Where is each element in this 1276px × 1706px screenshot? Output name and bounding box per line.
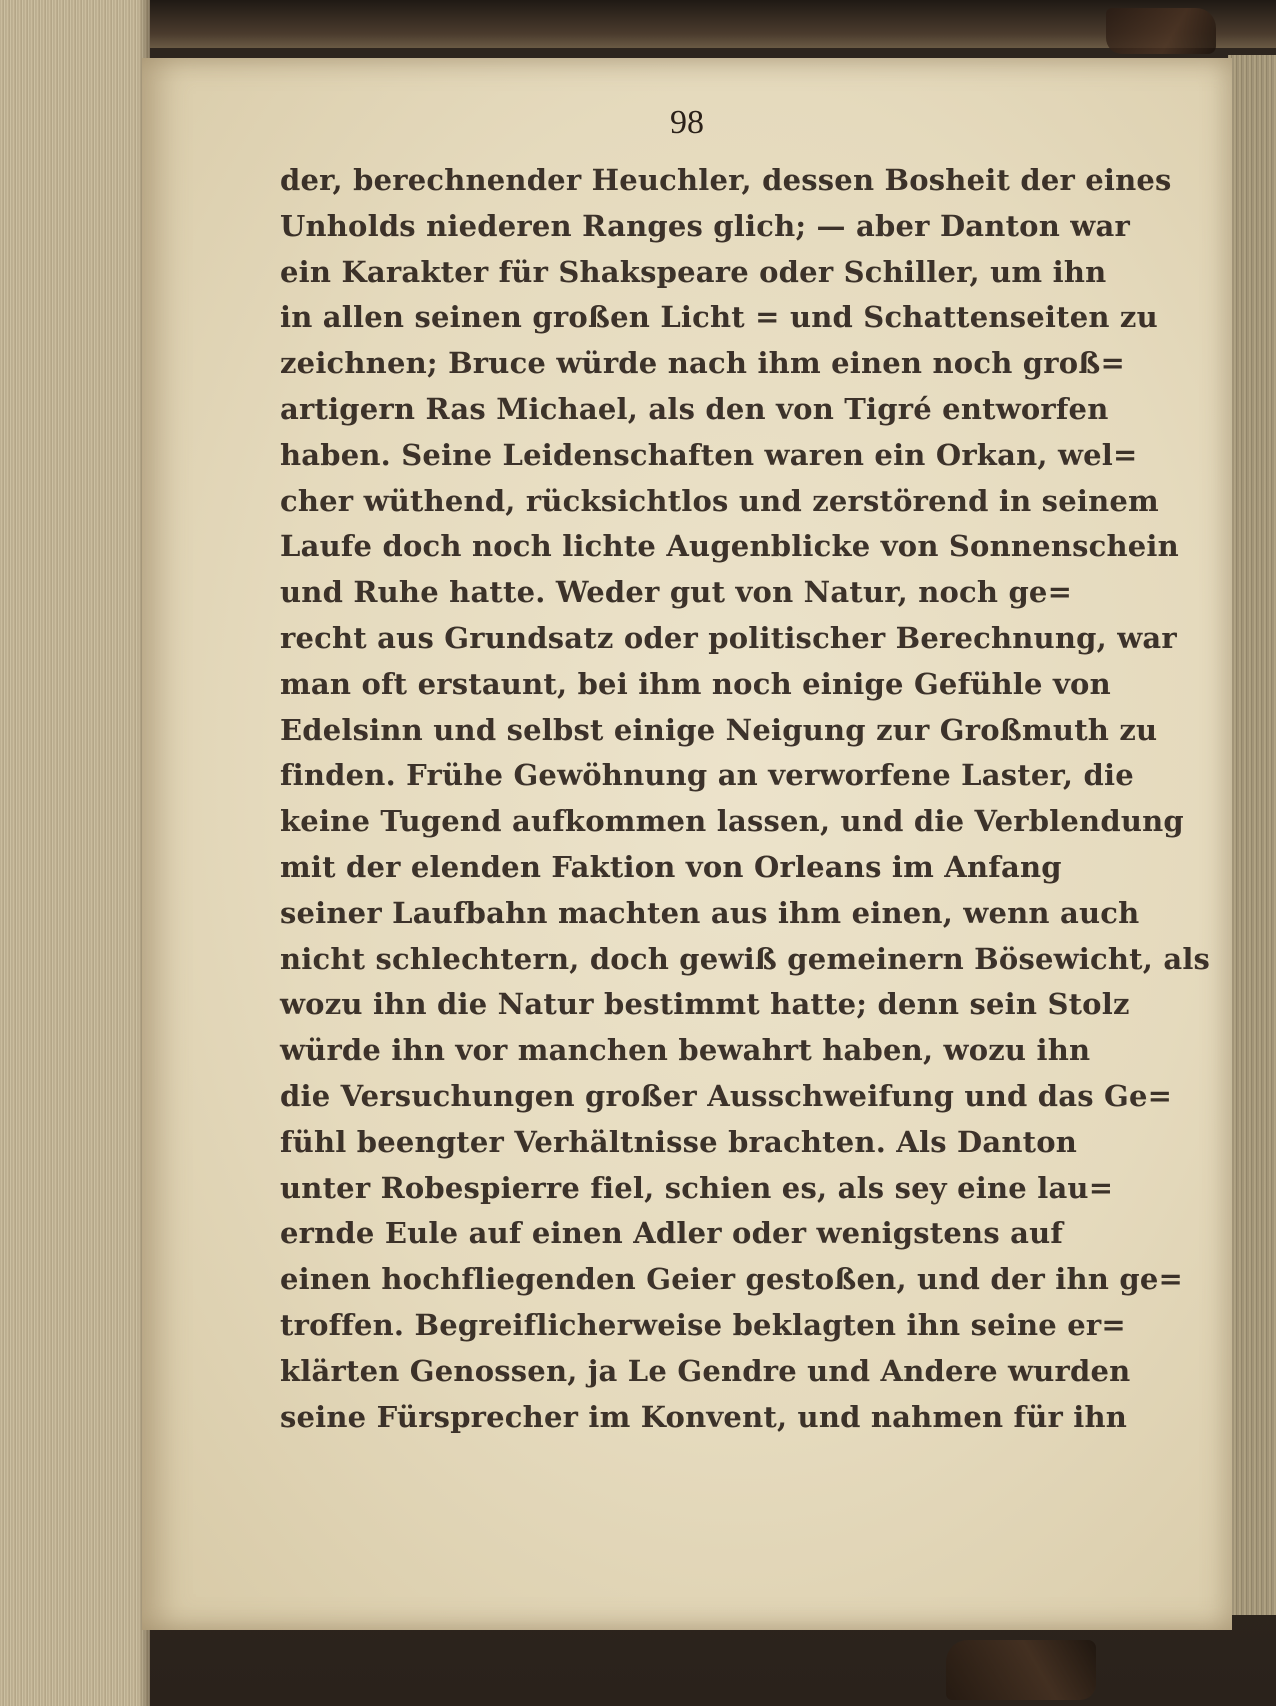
text-line: unter Robespierre fiel, schien es, als sey eine lau= — [280, 1170, 1114, 1205]
page-number: 98 — [670, 104, 704, 141]
text-line: und Ruhe hatte. Weder gut von Natur, noch ge= — [280, 575, 1073, 610]
text-line: mit der elenden Faktion von Orleans im Anfang — [280, 849, 1062, 884]
book-top-edge — [0, 0, 1276, 48]
text-line: Edelsinn und selbst einige Neigung zur Großmuth zu — [280, 712, 1158, 747]
text-line: ein Karakter für Shakspeare oder Schiller, um ihn — [280, 254, 1107, 289]
text-line: fühl beengter Verhältnisse brachten. Als Danton — [280, 1124, 1078, 1159]
body-text — [280, 158, 1211, 1440]
text-line: einen hochfliegenden Geier gestoßen, und der ihn ge= — [280, 1262, 1183, 1297]
right-page-edges — [1228, 55, 1276, 1615]
text-line: keine Tugend aufkommen lassen, und die Verblendung — [280, 804, 1184, 839]
text-line: klärten Genossen, ja Le Gendre und Andere wurden — [280, 1353, 1131, 1388]
text-line: wozu ihn die Natur bestimmt hatte; denn sein Stolz — [280, 987, 1130, 1022]
text-line: seine Fürsprecher im Konvent, und nahmen für ihn — [280, 1399, 1128, 1434]
text-line: seiner Laufbahn machten aus ihm einen, wenn auch — [280, 895, 1140, 930]
text-line: zeichnen; Bruce würde nach ihm einen noch groß= — [280, 346, 1126, 381]
text-line: ernde Eule auf einen Adler oder wenigstens auf — [280, 1216, 1064, 1251]
text-line: man oft erstaunt, bei ihm noch einige Gefühle von — [280, 666, 1111, 701]
text-line: Unholds niederen Ranges glich; — aber Danton war — [280, 208, 1130, 243]
text-line: artigern Ras Michael, als den von Tigré entworfen — [280, 391, 1109, 426]
text-line: der, berechnender Heuchler, dessen Bosheit der eines — [280, 163, 1172, 197]
text-line: cher wüthend, rücksichtlos und zerstörend in seinem — [280, 483, 1159, 518]
text-line: troffen. Begreiflicherweise beklagten ihn seine er= — [280, 1307, 1126, 1342]
text-line: die Versuchungen großer Ausschweifung und das Ge= — [280, 1078, 1173, 1113]
text-line: würde ihn vor manchen bewahrt haben, wozu ihn — [280, 1033, 1091, 1068]
text-line: recht aus Grundsatz oder politischer Berechnung, war — [280, 620, 1177, 655]
bookmark-ribbon — [1106, 8, 1216, 54]
bookmark-ribbon-bottom — [946, 1640, 1096, 1700]
text-line: in allen seinen großen Licht = und Schattenseiten zu — [280, 300, 1158, 335]
text-line: nicht schlechtern, doch gewiß gemeinern Bösewicht, als — [280, 941, 1211, 976]
book-page — [142, 58, 1232, 1630]
text-line: haben. Seine Leidenschaften waren ein Orkan, wel= — [280, 437, 1138, 472]
text-line: Laufe doch noch lichte Augenblicke von Sonnenschein — [280, 529, 1179, 564]
left-page-edges — [0, 0, 150, 1706]
text-line: finden. Frühe Gewöhnung an verworfene Laster, die — [280, 758, 1134, 793]
